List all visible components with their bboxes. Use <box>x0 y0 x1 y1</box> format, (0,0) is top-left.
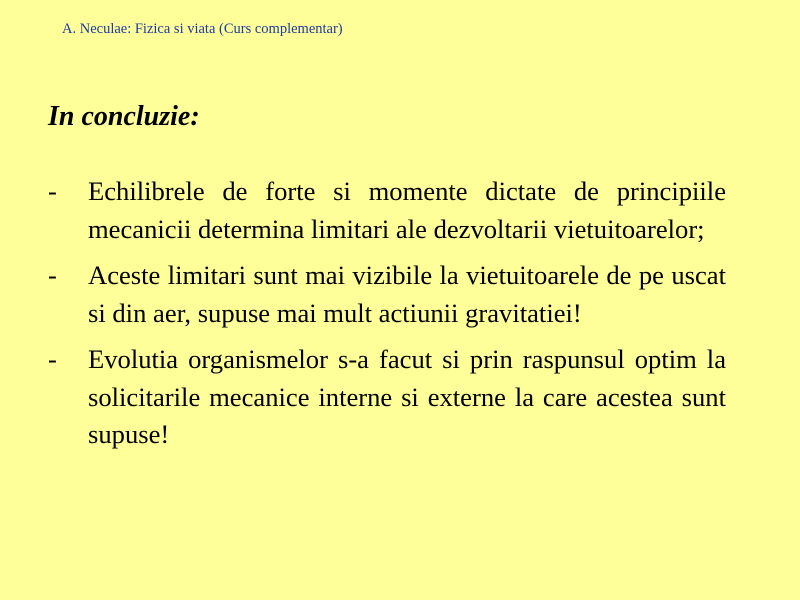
bullet-text: Echilibrele de forte si momente dictate de principiile mecanicii determina limitari ale dezvoltarii vietuitoarelor; <box>88 176 726 244</box>
bullet-dash: - <box>48 176 57 206</box>
bullet-item <box>48 173 726 248</box>
bullet-list <box>48 173 726 463</box>
slide-title: In concluzie: <box>48 101 200 132</box>
bullet-item <box>48 341 726 454</box>
bullet-dash: - <box>48 344 57 374</box>
bullet-item <box>48 257 726 332</box>
bullet-text: Aceste limitari sunt mai vizibile la vietuitoarele de pe uscat si din aer, supuse mai mult actiunii gravitatiei! <box>88 260 726 328</box>
bullet-dash: - <box>48 260 57 290</box>
bullet-text: Evolutia organismelor s-a facut si prin raspunsul optim la solicitarile mecanice interne si externe la care acestea sunt supuse! <box>88 344 726 449</box>
slide-header: A. Neculae: Fizica si viata (Curs complementar) <box>62 21 343 37</box>
